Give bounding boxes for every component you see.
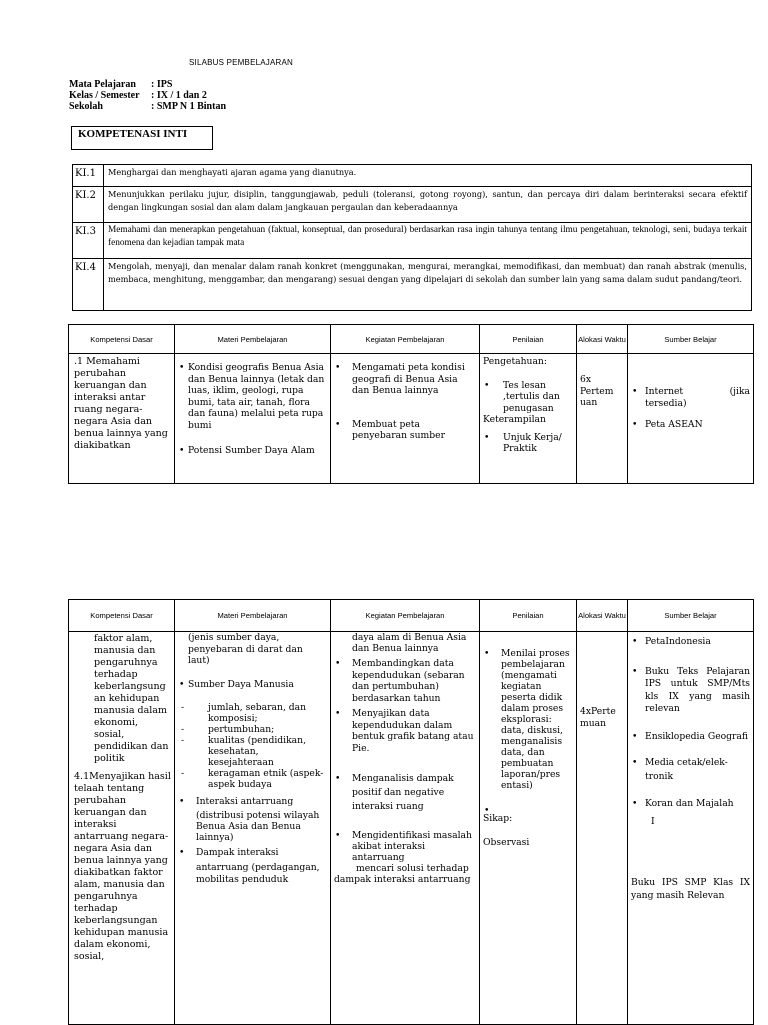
- kegiatan-text: mencari solusi terhadap dampak interaksi antarruang: [334, 863, 471, 885]
- list-item: • Menganalisis dampak positif dan negative interaksi ruang: [334, 772, 476, 814]
- document-title: SILABUS PEMBELAJARAN: [189, 58, 294, 67]
- materi-text: antarruang (perdagangan, mobilitas penduduk: [196, 862, 320, 885]
- ki-text: Menunjukkan perilaku jujur, disiplin, tanggungjawab, peduli (toleransi, gotong royong), santun, dan percaya diri dalam berinteraksi secara efektif dengan lingkungan sosial dan alam dalam jangkauan pergaulan dan keberadaannya: [104, 187, 752, 223]
- alokasi-cell: [577, 632, 628, 1025]
- header-penilaian: Penilaian: [480, 325, 577, 354]
- ki-heading: KOMPETENASI INTI: [71, 126, 213, 150]
- list-item: - kualitas (pendidikan, kesehatan, kesejahteraan: [178, 735, 327, 768]
- kegiatan-cell: [331, 632, 480, 1025]
- list-item: - pertumbuhan;: [178, 724, 327, 735]
- list-item: • Dampak interaksi: [178, 847, 327, 859]
- ki-code: KI.1: [73, 165, 104, 187]
- materi-cell: [175, 354, 331, 484]
- header-sumber: Sumber Belajar: [628, 325, 754, 354]
- list-item: - keragaman etnik (aspek-aspek budaya: [178, 768, 327, 790]
- ki-code: KI.3: [73, 223, 104, 259]
- ki-code: KI.2: [73, 187, 104, 223]
- list-item: • Unjuk Kerja/ Praktik: [483, 432, 573, 455]
- alokasi-cell: [577, 354, 628, 484]
- meta-mata-pelajaran: Mata Pelajaran : IPS: [69, 79, 173, 90]
- sumber-cell: [628, 632, 754, 1025]
- penilaian-sub: Keterampilan: [483, 414, 546, 425]
- kd-text: faktor alam, manusia dan pengaruhnya terhadap keberlangsung an kehidupan manusia dalam ekonomi, sosial, pendidikan dan politik: [94, 633, 169, 764]
- kd-cell: [69, 632, 175, 1025]
- kd-cell: [69, 354, 175, 484]
- kegiatan-text: daya alam di Benua Asia dan Benua lainnya: [352, 632, 467, 654]
- ki-code: KI.4: [73, 259, 104, 311]
- header-materi: Materi Pembelajaran: [175, 600, 331, 632]
- header-kegiatan: Kegiatan Pembelajaran: [331, 325, 480, 354]
- list-item: • Sumber Daya Manusia: [178, 679, 327, 691]
- list-item: - jumlah, sebaran, dan komposisi;: [178, 702, 327, 724]
- list-item: [483, 805, 573, 813]
- list-item: • Mengamati peta kondisi geografi di Benua Asia dan Benua lainnya: [334, 362, 476, 397]
- list-item: • Peta ASEAN: [631, 419, 750, 431]
- meta-sekolah: Sekolah : SMP N 1 Bintan: [69, 101, 227, 112]
- penilaian-cell: [480, 632, 577, 1025]
- list-item: • Media cetak/elek-tronik: [631, 756, 750, 784]
- ki-table: [72, 164, 752, 311]
- list-item: • Interaksi antarruang: [178, 796, 327, 808]
- table-row: [69, 632, 754, 1025]
- ki-row: [73, 165, 752, 187]
- header-kompetensi-dasar: Kompetensi Dasar: [69, 600, 175, 632]
- header-alokasi: Alokasi Waktu: [577, 325, 628, 354]
- table-row: [69, 354, 754, 484]
- list-item: • Mengidentifikasi masalah akibat interaksi antarruang: [334, 830, 476, 863]
- list-item: • Potensi Sumber Daya Alam: [178, 445, 327, 457]
- materi-text: (jenis sumber daya, penyebaran di darat dan laut): [188, 632, 303, 666]
- sumber-cell: [628, 354, 754, 484]
- document-meta: [69, 79, 226, 112]
- materi-cell: [175, 632, 331, 1025]
- sumber-mark: I: [651, 815, 655, 827]
- kegiatan-cell: [331, 354, 480, 484]
- penilaian-cell: [480, 354, 577, 484]
- header-kegiatan: Kegiatan Pembelajaran: [331, 600, 480, 632]
- kd-text: 4.1Menyajikan hasil telaah tentang perubahan keruangan dan interaksi antarruang negara-negara Asia dan benua lainnya yang diakibatkan faktor alam, manusia dan pengaruhnya terhadap keberlangsungan kehidupan manusia dalam ekonomi, sosial,: [74, 771, 171, 962]
- sikap-label: Sikap:: [483, 813, 513, 824]
- ki-text: Memahami dan menerapkan pengetahuan (faktual, konseptual, dan prosedural) berdasarkan rasa ingin tahunya tentang ilmu pengetahuan, teknologi, seni, budaya terkait fenomena dan kejadian tampak mata: [104, 223, 752, 259]
- header-alokasi: Alokasi Waktu: [577, 600, 628, 632]
- ki-row: [73, 259, 752, 311]
- header-materi: Materi Pembelajaran: [175, 325, 331, 354]
- header-kompetensi-dasar: Kompetensi Dasar: [69, 325, 175, 354]
- header-penilaian: Penilaian: [480, 600, 577, 632]
- meta-kelas-semester: Kelas / Semester : IX / 1 dan 2: [69, 90, 207, 101]
- alokasi-text: 6x Pertem uan: [580, 374, 614, 408]
- list-item: • Menyajikan data kependudukan dalam bentuk grafik batang atau Pie.: [334, 708, 476, 754]
- ki-row: [73, 223, 752, 259]
- sumber-text: Buku IPS SMP Klas IX yang masih Relevan: [631, 877, 750, 901]
- list-item: • PetaIndonesia: [631, 636, 750, 648]
- list-item: • Tes lesan ,tertulis dan penugasan: [483, 380, 573, 415]
- silabus-table-2: [68, 599, 754, 1025]
- list-item: • Menilai proses pembelajaran (mengamati kegiatan peserta didik dalam proses eksplorasi: data, diskusi, menganalisis data, dan pembuatan laporan/pres entasi): [483, 648, 573, 791]
- list-item: • Ensiklopedia Geografi: [631, 730, 750, 744]
- materi-text: (distribusi potensi wilayah Benua Asia dan Benua lainnya): [196, 809, 320, 843]
- silabus-table-1: [68, 324, 754, 484]
- table-header-row: [69, 325, 754, 354]
- list-item: • Koran dan Majalah: [631, 796, 750, 812]
- ki-text: Menghargai dan menghayati ajaran agama yang dianutnya.: [104, 165, 752, 187]
- list-item: • Internet (jika tersedia): [631, 386, 750, 409]
- ki-text: Mengolah, menyaji, dan menalar dalam ranah konkret (menggunakan, mengurai, merangkai, memodifikasi, dan membuat) dan ranah abstrak (menulis, membaca, menghitung, menggambar, dan mengarang) sesuai dengan yang dipelajari di sekolah dan sumber lain yang sama dalam sudut pandang/teori.: [104, 259, 752, 311]
- alokasi-text: 4xPerte muan: [580, 706, 616, 729]
- kd-text: .1 Memahami perubahan keruangan dan interaksi antar ruang negara-negara Asia dan benua lainnya yang diakibatkan: [74, 356, 168, 451]
- penilaian-heading: Pengetahuan:: [483, 356, 547, 367]
- list-item: • Kondisi geografis Benua Asia dan Benua lainnya (letak dan luas, iklim, geologi, rupa bumi, tata air, tanah, flora dan fauna) melalui peta rupa bumi: [178, 362, 327, 431]
- observasi-label: Observasi: [483, 836, 530, 848]
- ki-row: [73, 187, 752, 223]
- list-item: • Membuat peta penyebaran sumber: [334, 419, 476, 442]
- header-sumber: Sumber Belajar: [628, 600, 754, 632]
- list-item: • Buku Teks Pelajaran IPS untuk SMP/Mts kls IX yang masih relevan: [631, 666, 750, 716]
- list-item: • Membandingkan data kependudukan (sebaran dan pertumbuhan) berdasarkan tahun: [334, 658, 476, 704]
- table-header-row: [69, 600, 754, 632]
